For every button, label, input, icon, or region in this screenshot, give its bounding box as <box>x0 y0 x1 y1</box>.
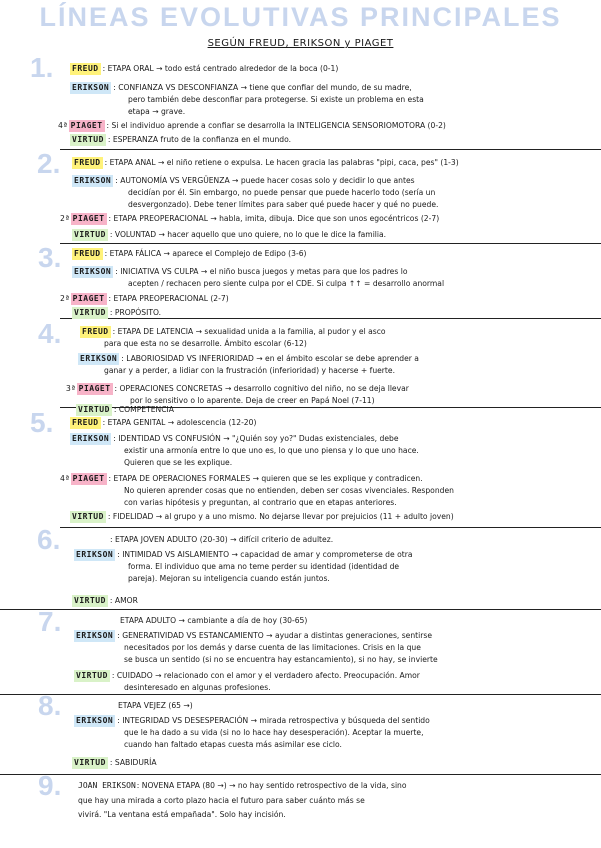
s9-cont-1: que hay una mirada a corto plazo hacia el futuro para saber cuánto más se <box>78 796 365 805</box>
s4-erikson-cont-1: ganar y a perder, a lidiar con la frustración (inferioridad) y hacerse + fuerte. <box>104 366 395 375</box>
erikson-label: ERIKSON <box>74 176 112 185</box>
s1-virtud-text: : ESPERANZA fruto de la confianza en el mundo. <box>107 135 292 144</box>
section-divider <box>0 774 601 775</box>
s6-erikson-row <box>74 549 413 561</box>
s2-virtud-row <box>72 229 386 241</box>
s2-freud-row <box>72 157 459 169</box>
piaget-stage-mark: 4ª <box>58 121 68 130</box>
s5-erikson-cont-2: Quieren que se les explique. <box>124 458 233 467</box>
s6-erikson-cont-2: pareja). Mejoran su inteligencia cuando están juntos. <box>128 574 330 583</box>
piaget-stage-mark: 4ª <box>60 474 70 483</box>
s1-freud-row <box>70 63 338 75</box>
section-number-6: 6. <box>37 524 61 555</box>
s2-piaget-row <box>60 213 439 225</box>
s7-head: ETAPA ADULTO → cambiante a día de hoy (30-65) <box>120 616 308 625</box>
erikson-label: ERIKSON <box>74 267 112 276</box>
s1-erikson-row <box>70 82 412 94</box>
s1-erikson-text-1: : CONFIANZA VS DESCONFIANZA → tiene que confiar del mundo, de su madre, <box>113 83 412 92</box>
section-number-5: 5. <box>30 407 54 438</box>
section-number-7: 7. <box>38 606 62 637</box>
section-divider <box>60 149 601 150</box>
piaget-label: PIAGET <box>78 384 111 393</box>
s3-erikson-text-1: : INICIATIVA VS CULPA → el niño busca juegos y metas para que los padres lo <box>115 267 408 276</box>
s5-piaget-text-1: : ETAPA DE OPERACIONES FORMALES → quieren que se les explique y contradicen. <box>108 474 423 483</box>
s6-virtud-text: : AMOR <box>109 596 138 605</box>
piaget-label: PIAGET <box>70 121 103 130</box>
s7-erikson-text-1: : GENERATIVIDAD VS ESTANCAMIENTO → ayudar a distintas generaciones, sentirse <box>117 631 433 640</box>
s2-erikson-cont-1: decidían por él. Sin embargo, no puede pensar que puede hacerlo todo (sería un <box>128 188 436 197</box>
s2-erikson-row <box>72 175 415 187</box>
s1-erikson-cont-2: etapa → grave. <box>128 107 186 116</box>
s6-virtud-row <box>72 595 138 607</box>
s4-freud-text-1: : ETAPA DE LATENCIA → sexualidad unida a la familia, al pudor y el asco <box>112 327 386 336</box>
s4-piaget-row <box>66 383 409 395</box>
freud-label: FREUD <box>74 249 101 258</box>
piaget-stage-mark: 2ª <box>60 294 70 303</box>
virtud-label: VIRTUD <box>74 230 106 239</box>
s9-cont-2: vivirá. "La ventana está empañada". Solo hay incisión. <box>78 810 286 819</box>
s2-piaget-text: : ETAPA PREOPERACIONAL → habla, imita, dibuja. Dice que son unos egocéntricos (2-7) <box>108 214 440 223</box>
section-divider <box>0 609 601 610</box>
erikson-label: ERIKSON <box>72 434 110 443</box>
piaget-label: PIAGET <box>72 214 105 223</box>
s3-erikson-cont-1: acepten / rechacen pero siente culpa por el CDE. Si culpa ↑↑ = desarrollo anormal <box>128 279 445 288</box>
s4-piaget-cont-1: por lo sensitivo o lo aparente. Deja de creer en Papá Noel (7-11) <box>130 396 375 405</box>
section-number-9: 9. <box>38 770 62 801</box>
s5-freud-row <box>70 417 256 429</box>
s9-head: JOAN ERIKSON <box>78 781 136 790</box>
virtud-label: VIRTUD <box>72 135 104 144</box>
s5-virtud-row <box>70 511 454 523</box>
erikson-label: ERIKSON <box>72 83 110 92</box>
s7-virtud-row <box>74 670 420 682</box>
s5-freud-text: : ETAPA GENITAL → adolescencia (12-20) <box>102 418 257 427</box>
s8-head: ETAPA VEJEZ (65 →) <box>118 701 193 710</box>
virtud-label: VIRTUD <box>74 758 106 767</box>
virtud-label: VIRTUD <box>76 671 108 680</box>
s7-erikson-cont-1: necesitados por los demás y darse cuenta de las limitaciones. Crisis en la que <box>124 643 421 652</box>
s2-freud-text: : ETAPA ANAL → el niño retiene o expulsa. Le hacen gracia las palabras "pipi, caca, pes" (1-3) <box>104 158 459 167</box>
s5-erikson-row <box>70 433 399 445</box>
piaget-stage-mark: 3ª <box>66 384 76 393</box>
erikson-label: ERIKSON <box>76 631 114 640</box>
erikson-label: ERIKSON <box>76 550 114 559</box>
s3-piaget-row <box>60 293 229 305</box>
s6-erikson-text-1: : INTIMIDAD VS AISLAMIENTO → capacidad de amar y comprometerse de otra <box>117 550 413 559</box>
s3-freud-row <box>72 248 307 260</box>
freud-label: FREUD <box>82 327 109 336</box>
s5-erikson-text-1: : IDENTIDAD VS CONFUSIÓN → "¿Quién soy yo?" Dudas existenciales, debe <box>113 434 399 443</box>
section-number-8: 8. <box>38 690 62 721</box>
section-number-2: 2. <box>37 148 61 179</box>
s7-erikson-cont-2: se busca un sentido (si no se encuentra hay estancamiento), si no hay, se invierte <box>124 655 438 664</box>
s7-virtud-text-1: : CUIDADO → relacionado con el amor y el verdadero afecto. Preocupación. Amor <box>111 671 420 680</box>
s6-head: : ETAPA JOVEN ADULTO (20-30) → difícil criterio de adultez. <box>110 535 334 544</box>
section-divider <box>60 243 601 244</box>
piaget-label: PIAGET <box>72 294 105 303</box>
freud-label: FREUD <box>74 158 101 167</box>
s4-erikson-row <box>78 353 419 365</box>
page-subtitle: SEGÚN FREUD, ERIKSON y PIAGET <box>207 38 394 49</box>
s3-erikson-row <box>72 266 407 278</box>
s1-freud-text: : ETAPA ORAL → todo está centrado alrededor de la boca (0-1) <box>102 64 339 73</box>
s4-freud-cont-1: para que esta no se desarrolle. Ámbito escolar (6-12) <box>104 339 307 348</box>
s8-virtud-text: : SABIDURÍA <box>109 758 157 767</box>
s8-erikson-cont-1: que le ha dado a su vida (si no lo hace hay desesperación). Aceptar la muerte, <box>124 728 424 737</box>
s8-erikson-text-1: : INTEGRIDAD VS DESESPERACIÓN → mirada retrospectiva y búsqueda del sentido <box>117 716 430 725</box>
piaget-stage-mark: 2ª <box>60 214 70 223</box>
s8-erikson-row <box>74 715 430 727</box>
section-number-4: 4. <box>38 318 62 349</box>
s5-erikson-cont-1: existir una armonía entre lo que uno es, lo que uno piensa y lo que uno hace. <box>124 446 419 455</box>
s3-freud-text: : ETAPA FÁLICA → aparece el Complejo de Edipo (3-6) <box>104 249 307 258</box>
freud-label: FREUD <box>72 418 99 427</box>
erikson-label: ERIKSON <box>76 716 114 725</box>
s1-erikson-cont-1: pero también debe desconfiar para protegerse. Si existe un problema en esta <box>128 95 424 104</box>
s1-virtud-row <box>70 134 291 146</box>
s8-erikson-cont-2: cuando han faltado etapas cuesta más asimilar ese ciclo. <box>124 740 342 749</box>
s4-freud-row <box>80 326 386 338</box>
section-divider <box>0 694 601 695</box>
s4-erikson-text-1: : LABORIOSIDAD VS INFERIORIDAD → en el ámbito escolar se debe aprender a <box>121 354 419 363</box>
section-number-1: 1. <box>30 52 54 83</box>
erikson-label: ERIKSON <box>80 354 118 363</box>
s2-erikson-text-1: : AUTONOMÍA VS VERGÜENZA → puede hacer cosas solo y decidir lo que antes <box>115 176 415 185</box>
section-divider <box>60 527 601 528</box>
s6-erikson-cont-1: forma. El individuo que ama no teme perder su identidad (identidad de <box>128 562 400 571</box>
s5-virtud-text: : FIDELIDAD → al grupo y a uno mismo. No dejarse llevar por prejuicios (11 + adulto joven) <box>107 512 454 521</box>
s1-piaget-text: : Si el individuo aprende a confiar se desarrolla la INTELIGENCIA SENSORIOMOTORA (0-2) <box>106 121 446 130</box>
s2-erikson-cont-2: desvergonzado). Debe tener límites para saber qué puede hacer y qué no puede. <box>128 200 439 209</box>
s3-virtud-row <box>72 307 161 319</box>
s8-virtud-row <box>72 757 157 769</box>
piaget-label: PIAGET <box>72 474 105 483</box>
s9-row <box>78 780 407 792</box>
s2-virtud-text: : VOLUNTAD → hacer aquello que uno quiere, no lo que le dice la familia. <box>109 230 387 239</box>
s1-piaget-row <box>58 120 446 132</box>
s5-piaget-row <box>60 473 423 485</box>
s7-erikson-row <box>74 630 432 642</box>
s4-piaget-text-1: : OPERACIONES CONCRETAS → desarrollo cognitivo del niño, no se deja llevar <box>114 384 409 393</box>
virtud-label: VIRTUD <box>74 596 106 605</box>
s3-piaget-text: : ETAPA PREOPERACIONAL (2-7) <box>108 294 229 303</box>
s5-piaget-cont-1: No quieren aprender cosas que no entienden, deben ser cosas vivenciales. Responden <box>124 486 454 495</box>
s5-piaget-cont-2: con varias hipótesis y preguntan, al contrario que en etapas anteriores. <box>124 498 397 507</box>
virtud-label: VIRTUD <box>78 405 110 414</box>
s4-virtud-text: : COMPETENCIA <box>113 405 174 414</box>
virtud-label: VIRTUD <box>74 308 106 317</box>
s3-virtud-text: : PROPÓSITO. <box>109 308 162 317</box>
s4-virtud-row <box>76 404 174 416</box>
s9-text-1: : NOVENA ETAPA (80 →) → no hay sentido retrospectivo de la vida, sino <box>136 781 407 790</box>
freud-label: FREUD <box>72 64 99 73</box>
page-title: LÍNEAS EVOLUTIVAS PRINCIPALES <box>39 2 562 32</box>
s7-virtud-cont-1: desinteresado en algunas profesiones. <box>124 683 271 692</box>
section-number-3: 3. <box>38 242 62 273</box>
virtud-label: VIRTUD <box>72 512 104 521</box>
